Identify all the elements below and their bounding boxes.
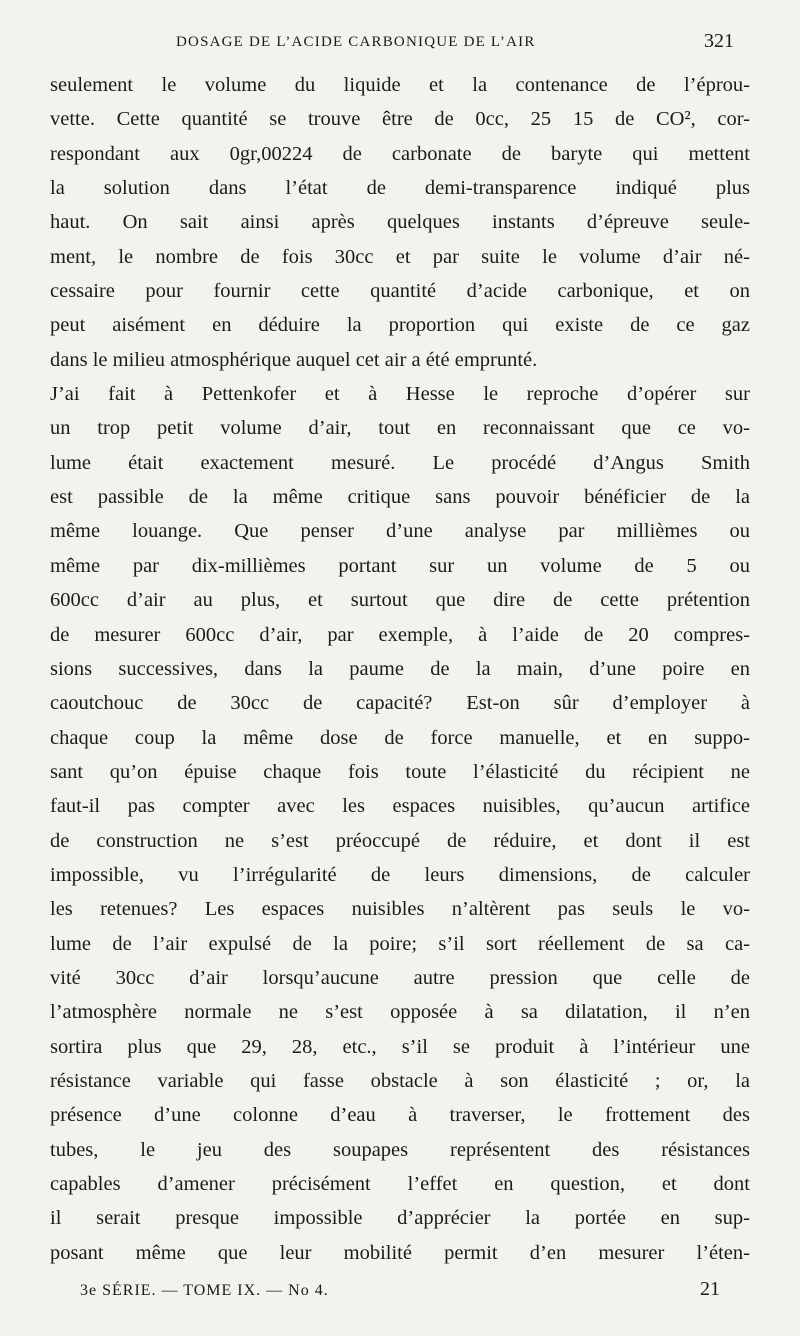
- text-line: même par dix-millièmes portant sur un volume de 5 ou: [50, 554, 750, 577]
- text-line: 600cc d’air au plus, et surtout que dire de cette prétention: [50, 589, 750, 612]
- text-line: tubes, le jeu des soupapes représentent des résistances: [50, 1138, 750, 1161]
- text-line: cessaire pour fournir cette quantité d’acide carbonique, et on: [50, 280, 750, 303]
- text-line: l’atmosphère normale ne s’est opposée à sa dilatation, il n’en: [50, 1001, 750, 1024]
- text-line: caoutchouc de 30cc de capacité? Est-on sûr d’employer à: [50, 692, 750, 715]
- text-line: impossible, vu l’irrégularité de leurs dimensions, de calculer: [50, 863, 750, 886]
- text-line: de mesurer 600cc d’air, par exemple, à l’aide de 20 compres-: [50, 623, 750, 646]
- text-line: la solution dans l’état de demi-transparence indiqué plus: [50, 177, 750, 200]
- text-line: même louange. Que penser d’une analyse par millièmes ou: [50, 520, 750, 543]
- text-line: posant même que leur mobilité permit d’en mesurer l’éten-: [50, 1241, 750, 1264]
- text-line: lume de l’air expulsé de la poire; s’il sort réellement de sa ca-: [50, 932, 750, 955]
- text-line: il serait presque impossible d’apprécier la portée en sup-: [50, 1207, 750, 1230]
- text-line: J’ai fait à Pettenkofer et à Hesse le reproche d’opérer sur: [50, 383, 750, 406]
- text-line: capables d’amener précisément l’effet en question, et dont: [50, 1173, 750, 1195]
- text-line: chaque coup la même dose de force manuelle, et en suppo-: [50, 726, 750, 749]
- text-line: dans le milieu atmosphérique auquel cet air a été emprunté.: [50, 348, 538, 371]
- text-line: un trop petit volume d’air, tout en reconnaissant que ce vo-: [50, 417, 750, 440]
- text-line: peut aisément en déduire la proportion qui existe de ce gaz: [50, 314, 750, 337]
- text-line: ment, le nombre de fois 30cc et par suite le volume d’air né-: [50, 245, 750, 268]
- running-title: DOSAGE DE L’ACIDE CARBONIQUE DE L’AIR: [176, 34, 536, 50]
- text-line: sions successives, dans la paume de la main, d’une poire en: [50, 657, 750, 680]
- text-line: présence d’une colonne d’eau à traverser, le frottement des: [50, 1104, 750, 1127]
- text-line: est passible de la même critique sans pouvoir bénéficier de la: [50, 486, 750, 509]
- text-line: lume était exactement mesuré. Le procédé d’Angus Smith: [50, 451, 750, 474]
- signature-mark: 3e SÉRIE. — TOME IX. — No 4.: [80, 1282, 329, 1299]
- text-line: résistance variable qui fasse obstacle à son élasticité ; or, la: [50, 1069, 750, 1092]
- text-line: de construction ne s’est préoccupé de réduire, et dont il est: [50, 829, 750, 852]
- text-line: les retenues? Les espaces nuisibles n’altèrent pas seuls le vo-: [50, 898, 750, 921]
- text-line: vité 30cc d’air lorsqu’aucune autre pression que celle de: [50, 966, 750, 989]
- page-footer: [80, 1278, 740, 1308]
- sheet-number: 21: [700, 1278, 720, 1300]
- text-line: sant qu’on épuise chaque fois toute l’élasticité du récipient ne: [50, 760, 750, 783]
- text-line: haut. On sait ainsi après quelques instants d’épreuve seule-: [50, 211, 750, 234]
- page-header: [50, 30, 740, 64]
- text-line: faut-il pas compter avec les espaces nuisibles, qu’aucun artifice: [50, 795, 750, 818]
- page-number: 321: [704, 30, 734, 52]
- text-line: respondant aux 0gr,00224 de carbonate de baryte qui mettent: [50, 142, 750, 165]
- text-line: seulement le volume du liquide et la contenance de l’éprou-: [50, 74, 750, 96]
- text-line: vette. Cette quantité se trouve être de 0cc, 25 15 de CO², cor-: [50, 108, 750, 131]
- body-text: [50, 68, 750, 1270]
- text-line: sortira plus que 29, 28, etc., s’il se produit à l’intérieur une: [50, 1035, 750, 1058]
